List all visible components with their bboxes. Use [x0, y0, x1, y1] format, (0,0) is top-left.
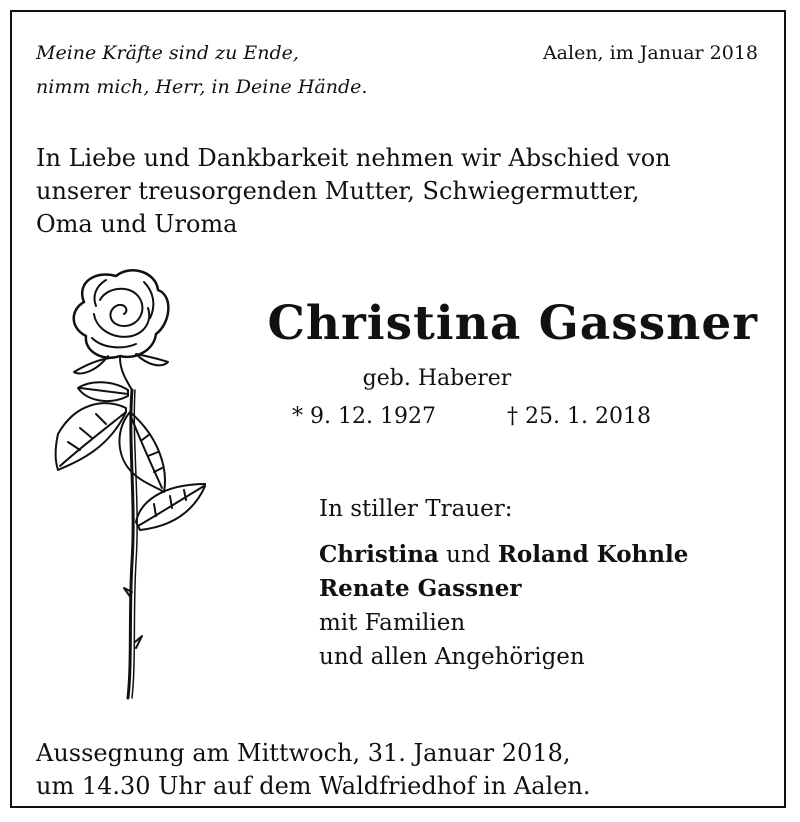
mourners-block — [319, 492, 688, 674]
life-dates — [292, 402, 651, 432]
mourner-name: Christina — [319, 541, 439, 568]
funeral-line-2: um 14.30 Uhr auf dem Waldfriedhof in Aalen. — [36, 772, 591, 800]
mourner-name: Roland Kohnle — [497, 541, 689, 568]
mourners-line-1 — [319, 538, 688, 572]
deceased-name: Christina Gassner — [267, 296, 758, 351]
intro-line-2: unserer treusorgenden Mutter, Schwiegermutter, — [36, 177, 640, 205]
maiden-name: geb. Haberer — [362, 366, 512, 391]
mourner-conjunction: und — [438, 542, 498, 568]
place-date: Aalen, im Januar 2018 — [542, 42, 758, 64]
intro-text — [36, 142, 766, 241]
verse-line-1: Meine Kräfte sind zu Ende, — [36, 42, 299, 64]
death-date: † 25. 1. 2018 — [507, 404, 651, 429]
mourners-line-2 — [319, 572, 688, 606]
funeral-info — [36, 737, 591, 803]
verse — [36, 36, 367, 104]
intro-line-3: Oma und Uroma — [36, 210, 238, 238]
birth-date: * 9. 12. 1927 — [292, 404, 436, 429]
intro-line-1: In Liebe und Dankbarkeit nehmen wir Abschied von — [36, 144, 671, 172]
obituary-notice — [10, 10, 786, 808]
mourner-name: Renate Gassner — [319, 575, 522, 602]
mourners-heading: In stiller Trauer: — [319, 496, 513, 522]
mourners-line-3: mit Familien — [319, 610, 466, 636]
funeral-line-1: Aussegnung am Mittwoch, 31. Januar 2018, — [36, 739, 571, 767]
verse-line-2: nimm mich, Herr, in Deine Hände. — [36, 76, 368, 98]
mourners-line-4: und allen Angehörigen — [319, 644, 585, 670]
